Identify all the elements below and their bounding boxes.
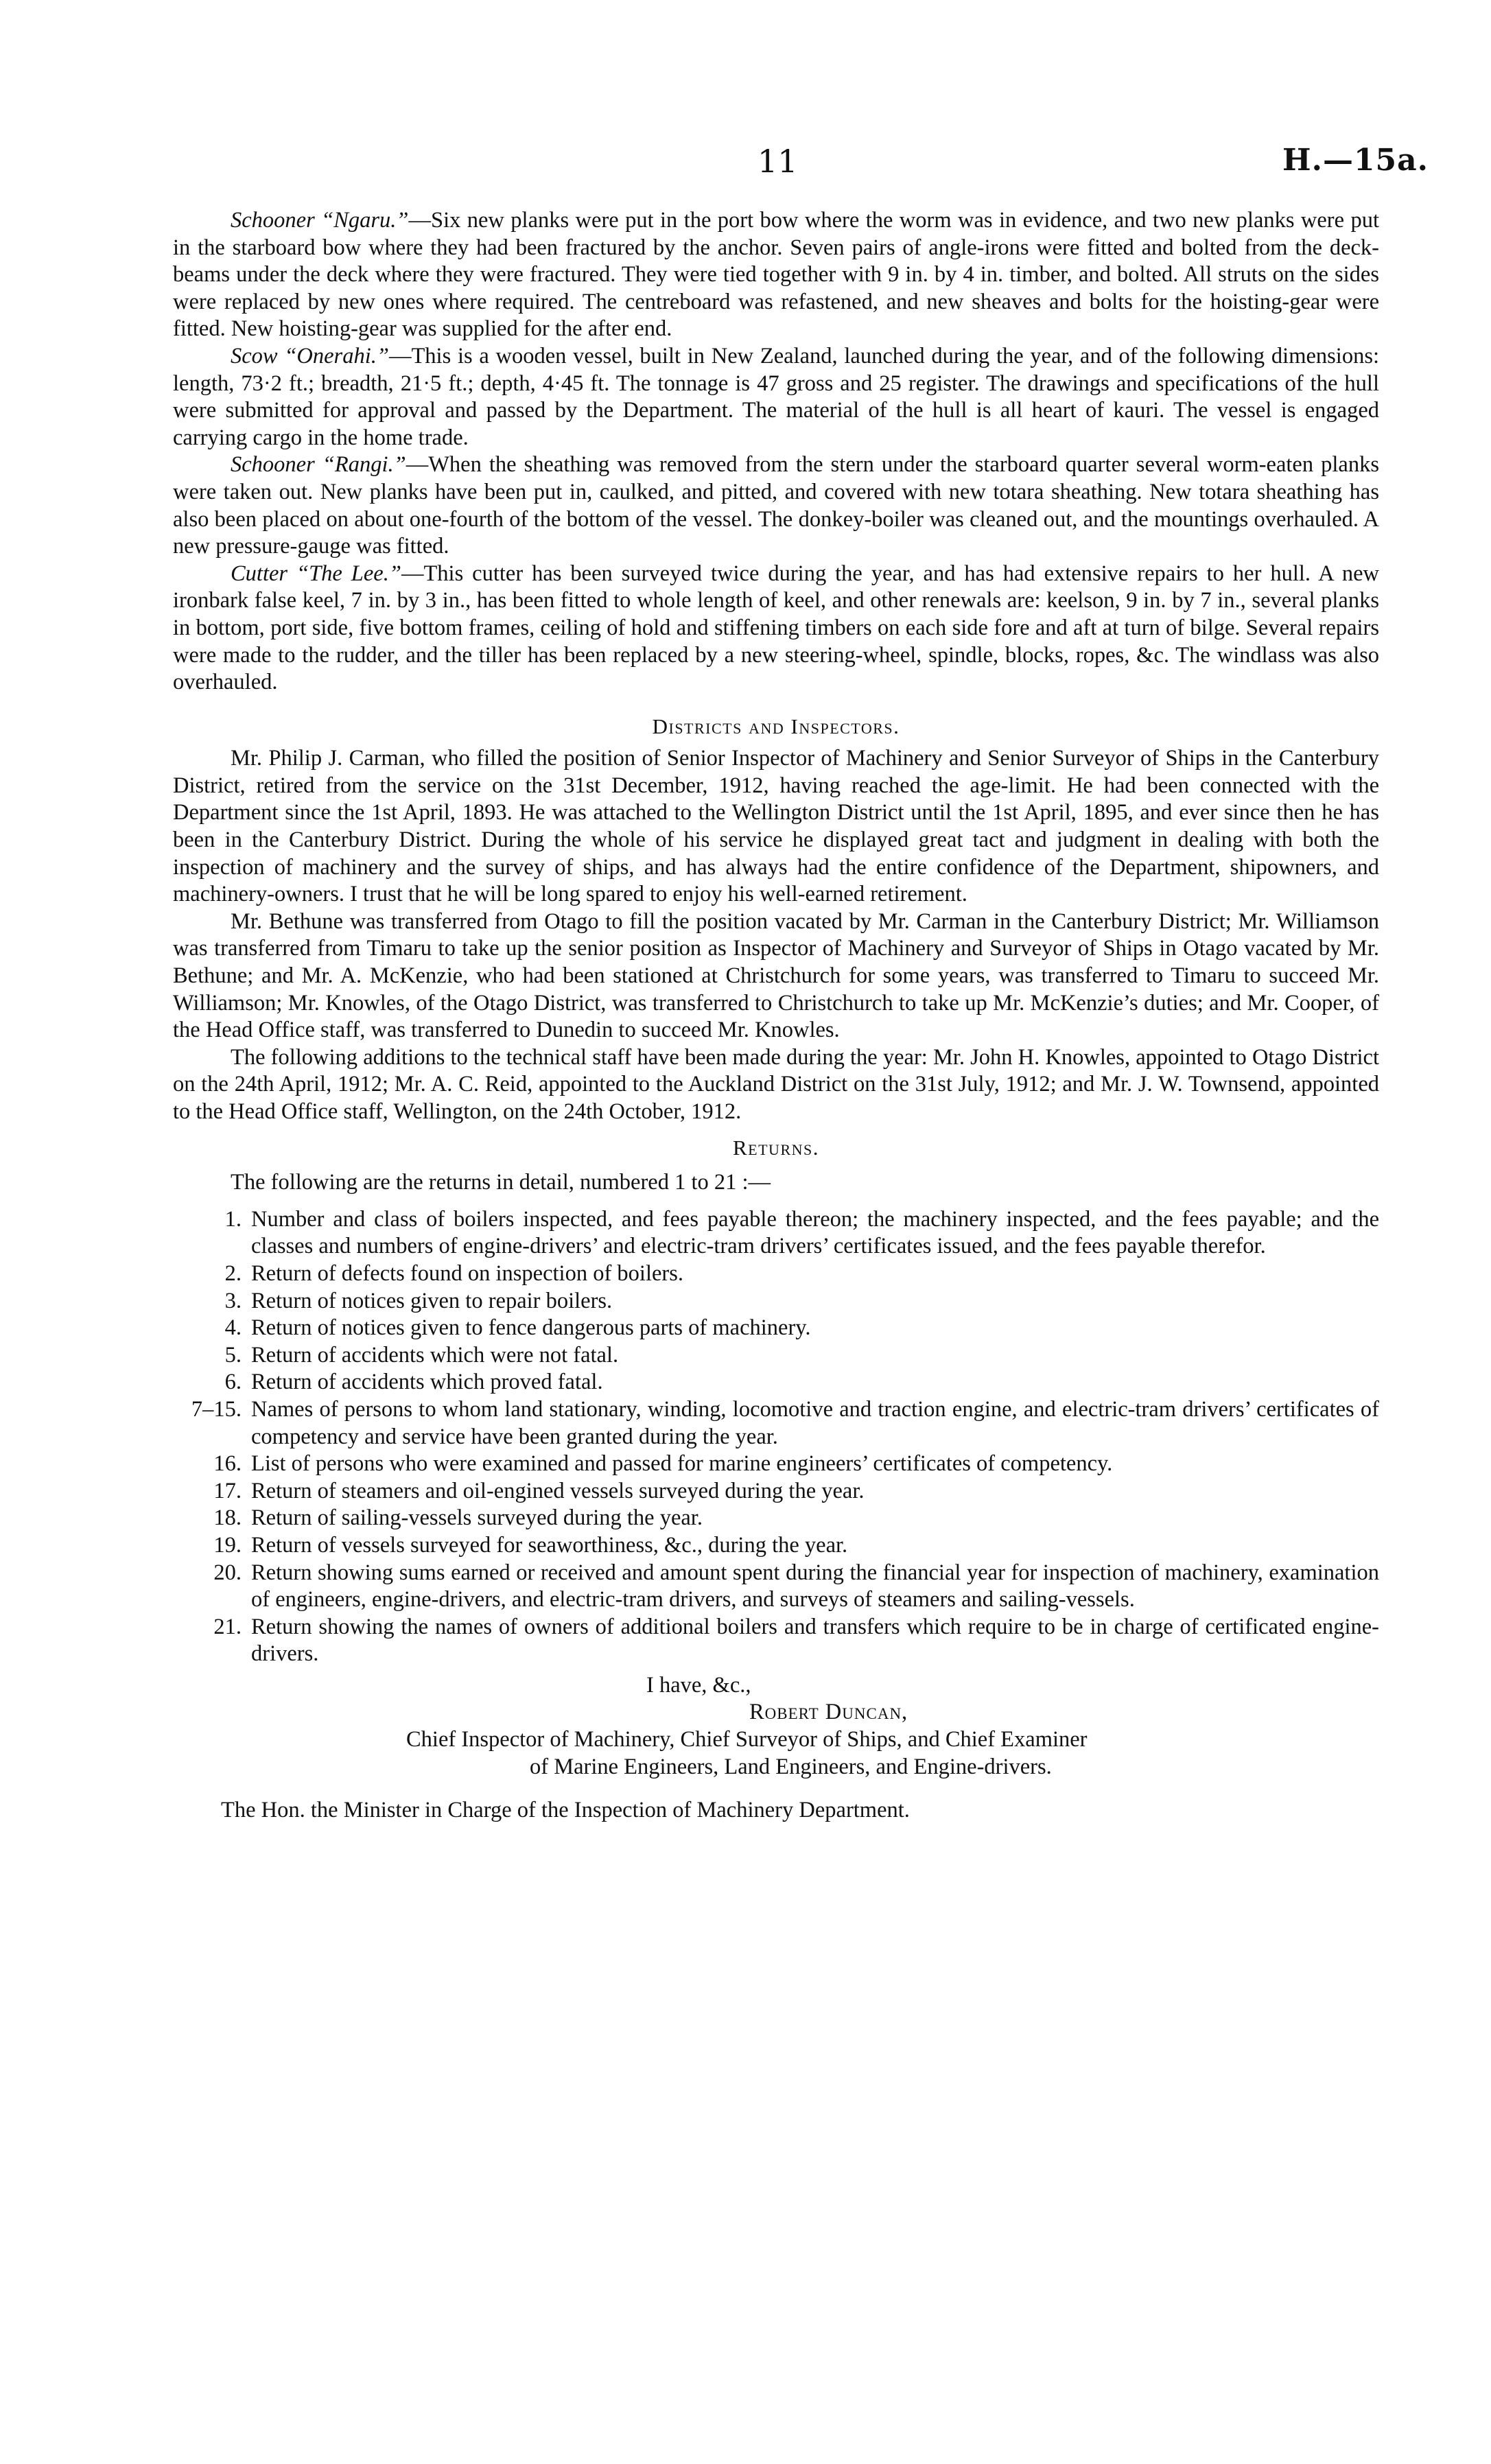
list-item-number: 16. [213, 1451, 242, 1477]
salutation: I have, &c., [646, 1672, 751, 1698]
list-item-text: Return of steamers and oil-engined vessels surveyed during the year. [251, 1478, 865, 1503]
vessel-paragraph-rangi [173, 451, 1379, 560]
list-item [173, 1369, 1379, 1396]
list-item-text: Return showing sums earned or received and amount spent during the financial year for inspection of machinery, examination of engineers, engine-drivers, and electric-tram drivers, and surveys of steamers and sailing-vessels. [251, 1560, 1379, 1612]
signatory-name: Robert Duncan, [749, 1700, 908, 1725]
returns-intro: The following are the returns in detail, numbered 1 to 21 :— [231, 1170, 771, 1195]
list-item-text: Return of notices given to repair boilers. [251, 1288, 613, 1313]
list-item [173, 1288, 1379, 1315]
vessel-name: Scow “Onerahi.” [231, 343, 389, 368]
document-reference: H.—15a. [1282, 143, 1429, 178]
list-item [173, 1478, 1379, 1505]
list-item-text: Return showing the names of owners of additional boilers and transfers which require to be in charge of certificated engine-drivers. [251, 1614, 1379, 1667]
vessel-report-text: —This cutter has been surveyed twice during the year, and has had extensive repairs to her hull. A new ironbark false keel, 7 in. by 3 in., has been fitted to whole length of keel, and other renewals are: keelson, 9 in. by 7 in., several planks in bottom, port side, five bottom frames, ceiling of hold and stiffening timbers on each side fore and aft at turn of bilge. Several repairs were made to the rudder, and the tiller has been replaced by a new steering-wheel, spindle, blocks, ropes, &c. The windlass was also overhauled. [173, 561, 1379, 695]
list-item-number: 2. [224, 1260, 242, 1286]
signatory-title-line-2: of Marine Engineers, Land Engineers, and Engine-drivers. [530, 1754, 1052, 1779]
districts-paragraph: Mr. Bethune was transferred from Otago to fill the position vacated by Mr. Carman in the Canterbury District; Mr. Williamson was transferred from Timaru to take up the senior position as Inspector of Machinery and Surveyor of Ships in Otago vacated by Mr. Bethune; and Mr. A. McKenzie, who had been stationed at Christchurch for some years, was transferred to Timaru to succeed Mr. Williamson; Mr. Knowles, of the Otago District, was transferred to Christchurch to take up Mr. McKenzie’s duties; and Mr. Cooper, of the Head Office staff, was transferred to Dunedin to succeed Mr. Knowles. [173, 908, 1379, 1043]
vessel-name: Cutter “The Lee.” [231, 561, 401, 586]
list-item [173, 1532, 1379, 1560]
list-item [173, 1206, 1379, 1260]
page-header [0, 143, 1491, 184]
list-item-text: Return of sailing-vessels surveyed during the year. [251, 1505, 703, 1531]
list-item-number: 19. [213, 1532, 242, 1558]
list-item-text: Names of persons to whom land stationary, winding, locomotive and traction engine, and electric-tram drivers’ certificates of competency and service have been granted during the year. [251, 1396, 1379, 1449]
list-item [173, 1505, 1379, 1532]
vessel-paragraph-onerahi [173, 343, 1379, 451]
districts-paragraph: The following additions to the technical staff have been made during the year: Mr. John H. Knowles, appointed to Otago District on the 24th April, 1912; Mr. A. C. Reid, appointed to the Auckland District on the 31st July, 1912; and Mr. J. W. Townsend, appointed to the Head Office staff, Wellington, on the 24th October, 1912. [173, 1044, 1379, 1124]
list-item-number: 20. [213, 1560, 242, 1585]
list-item [173, 1342, 1379, 1370]
vessel-report-text: —When the sheathing was removed from the stern under the starboard quarter several worm-eaten planks were taken out. New planks have been put in, caulked, and pitted, and covered with new totara sheathing. New totara sheathing has also been placed on about one-fourth of the bottom of the vessel. The donkey-boiler was cleaned out, and the mountings overhauled. A new pressure-gauge was fitted. [173, 452, 1379, 559]
list-item-number: 21. [213, 1614, 242, 1639]
page-content [173, 207, 1379, 1824]
list-item-text: List of persons who were examined and passed for marine engineers’ certificates of competency. [251, 1451, 1113, 1477]
list-item-number: 18. [213, 1505, 242, 1531]
vessel-paragraph-ngaru [173, 207, 1379, 343]
returns-list [173, 1206, 1379, 1668]
list-item-number: 1. [224, 1206, 242, 1232]
list-item-text: Return of accidents which proved fatal. [251, 1370, 603, 1395]
vessel-paragraph-the-lee [173, 561, 1379, 696]
list-item-text: Return of accidents which were not fatal. [251, 1342, 619, 1368]
vessel-name: Schooner “Ngaru.” [231, 208, 409, 233]
list-item-number: 17. [213, 1478, 242, 1503]
list-item-number: 6. [224, 1370, 242, 1395]
list-item [173, 1451, 1379, 1478]
list-item-text: Return of defects found on inspection of boilers. [251, 1260, 683, 1286]
signatory-title-line-1: Chief Inspector of Machinery, Chief Surveyor of Ships, and Chief Examiner [406, 1727, 1088, 1752]
vessel-name: Schooner “Rangi.” [231, 452, 406, 478]
vessel-report-text: —This is a wooden vessel, built in New Zealand, launched during the year, and of the following dimensions: length, 73·2 ft.; breadth, 21·5 ft.; depth, 4·45 ft. The tonnage is 47 gross and 25 register. The drawings and specifications of the hull were submitted for approval and passed by the Department. The material of the hull is all heart of kauri. The vessel is engaged carrying cargo in the home trade. [173, 343, 1380, 450]
page-number: 11 [758, 143, 798, 180]
section-heading-returns: Returns. [733, 1135, 819, 1160]
list-item-number: 4. [224, 1315, 242, 1341]
districts-paragraph: Mr. Philip J. Carman, who filled the position of Senior Inspector of Machinery and Senior Surveyor of Ships in the Canterbury District, retired from the service on the 31st December, 1912, having reached the age-limit. He had been connected with the Department since the 1st April, 1893. He was attached to the Wellington District until the 1st April, 1895, and ever since then he has been in the Canterbury District. During the whole of his service he displayed great tact and judgment in dealing with both the inspection of machinery and the survey of ships, and has always had the entire confidence of the Department, shipowners, and machinery-owners. I trust that he will be long spared to enjoy his well-earned retirement. [173, 746, 1379, 907]
list-item-text: Return of vessels surveyed for seaworthiness, &c., during the year. [251, 1532, 848, 1558]
list-item-number: 3. [224, 1288, 242, 1313]
list-item [173, 1315, 1379, 1342]
list-item [173, 1396, 1379, 1451]
list-item-number: 5. [224, 1342, 242, 1368]
list-item [173, 1560, 1379, 1614]
list-item-text: Number and class of boilers inspected, and fees payable thereon; the machinery inspected, and the fees payable; and the classes and numbers of engine-drivers’ and electric-tram drivers’ certificates issued, and the fees payable therefor. [251, 1206, 1379, 1259]
list-item-number: 7–15. [191, 1396, 242, 1422]
addressee: The Hon. the Minister in Charge of the Inspection of Machinery Department. [221, 1798, 910, 1823]
list-item-text: Return of notices given to fence dangerous parts of machinery. [251, 1315, 811, 1341]
list-item [173, 1614, 1379, 1668]
section-heading-districts: Districts and Inspectors. [652, 714, 900, 738]
vessel-report-text: —Six new planks were put in the port bow where the worm was in evidence, and two new planks were put in the starboard bow where they had been fractured by the anchor. Seven pairs of angle-irons were fitted and bolted from the deck-beams under the deck where they were fractured. They were tied together with 9 in. by 4 in. timber, and bolted. All struts on the sides were replaced by new ones where required. The centreboard was refastened, and new sheaves and bolts for the hoisting-gear were fitted. New hoisting-gear was supplied for the after end. [173, 208, 1379, 342]
list-item [173, 1260, 1379, 1288]
